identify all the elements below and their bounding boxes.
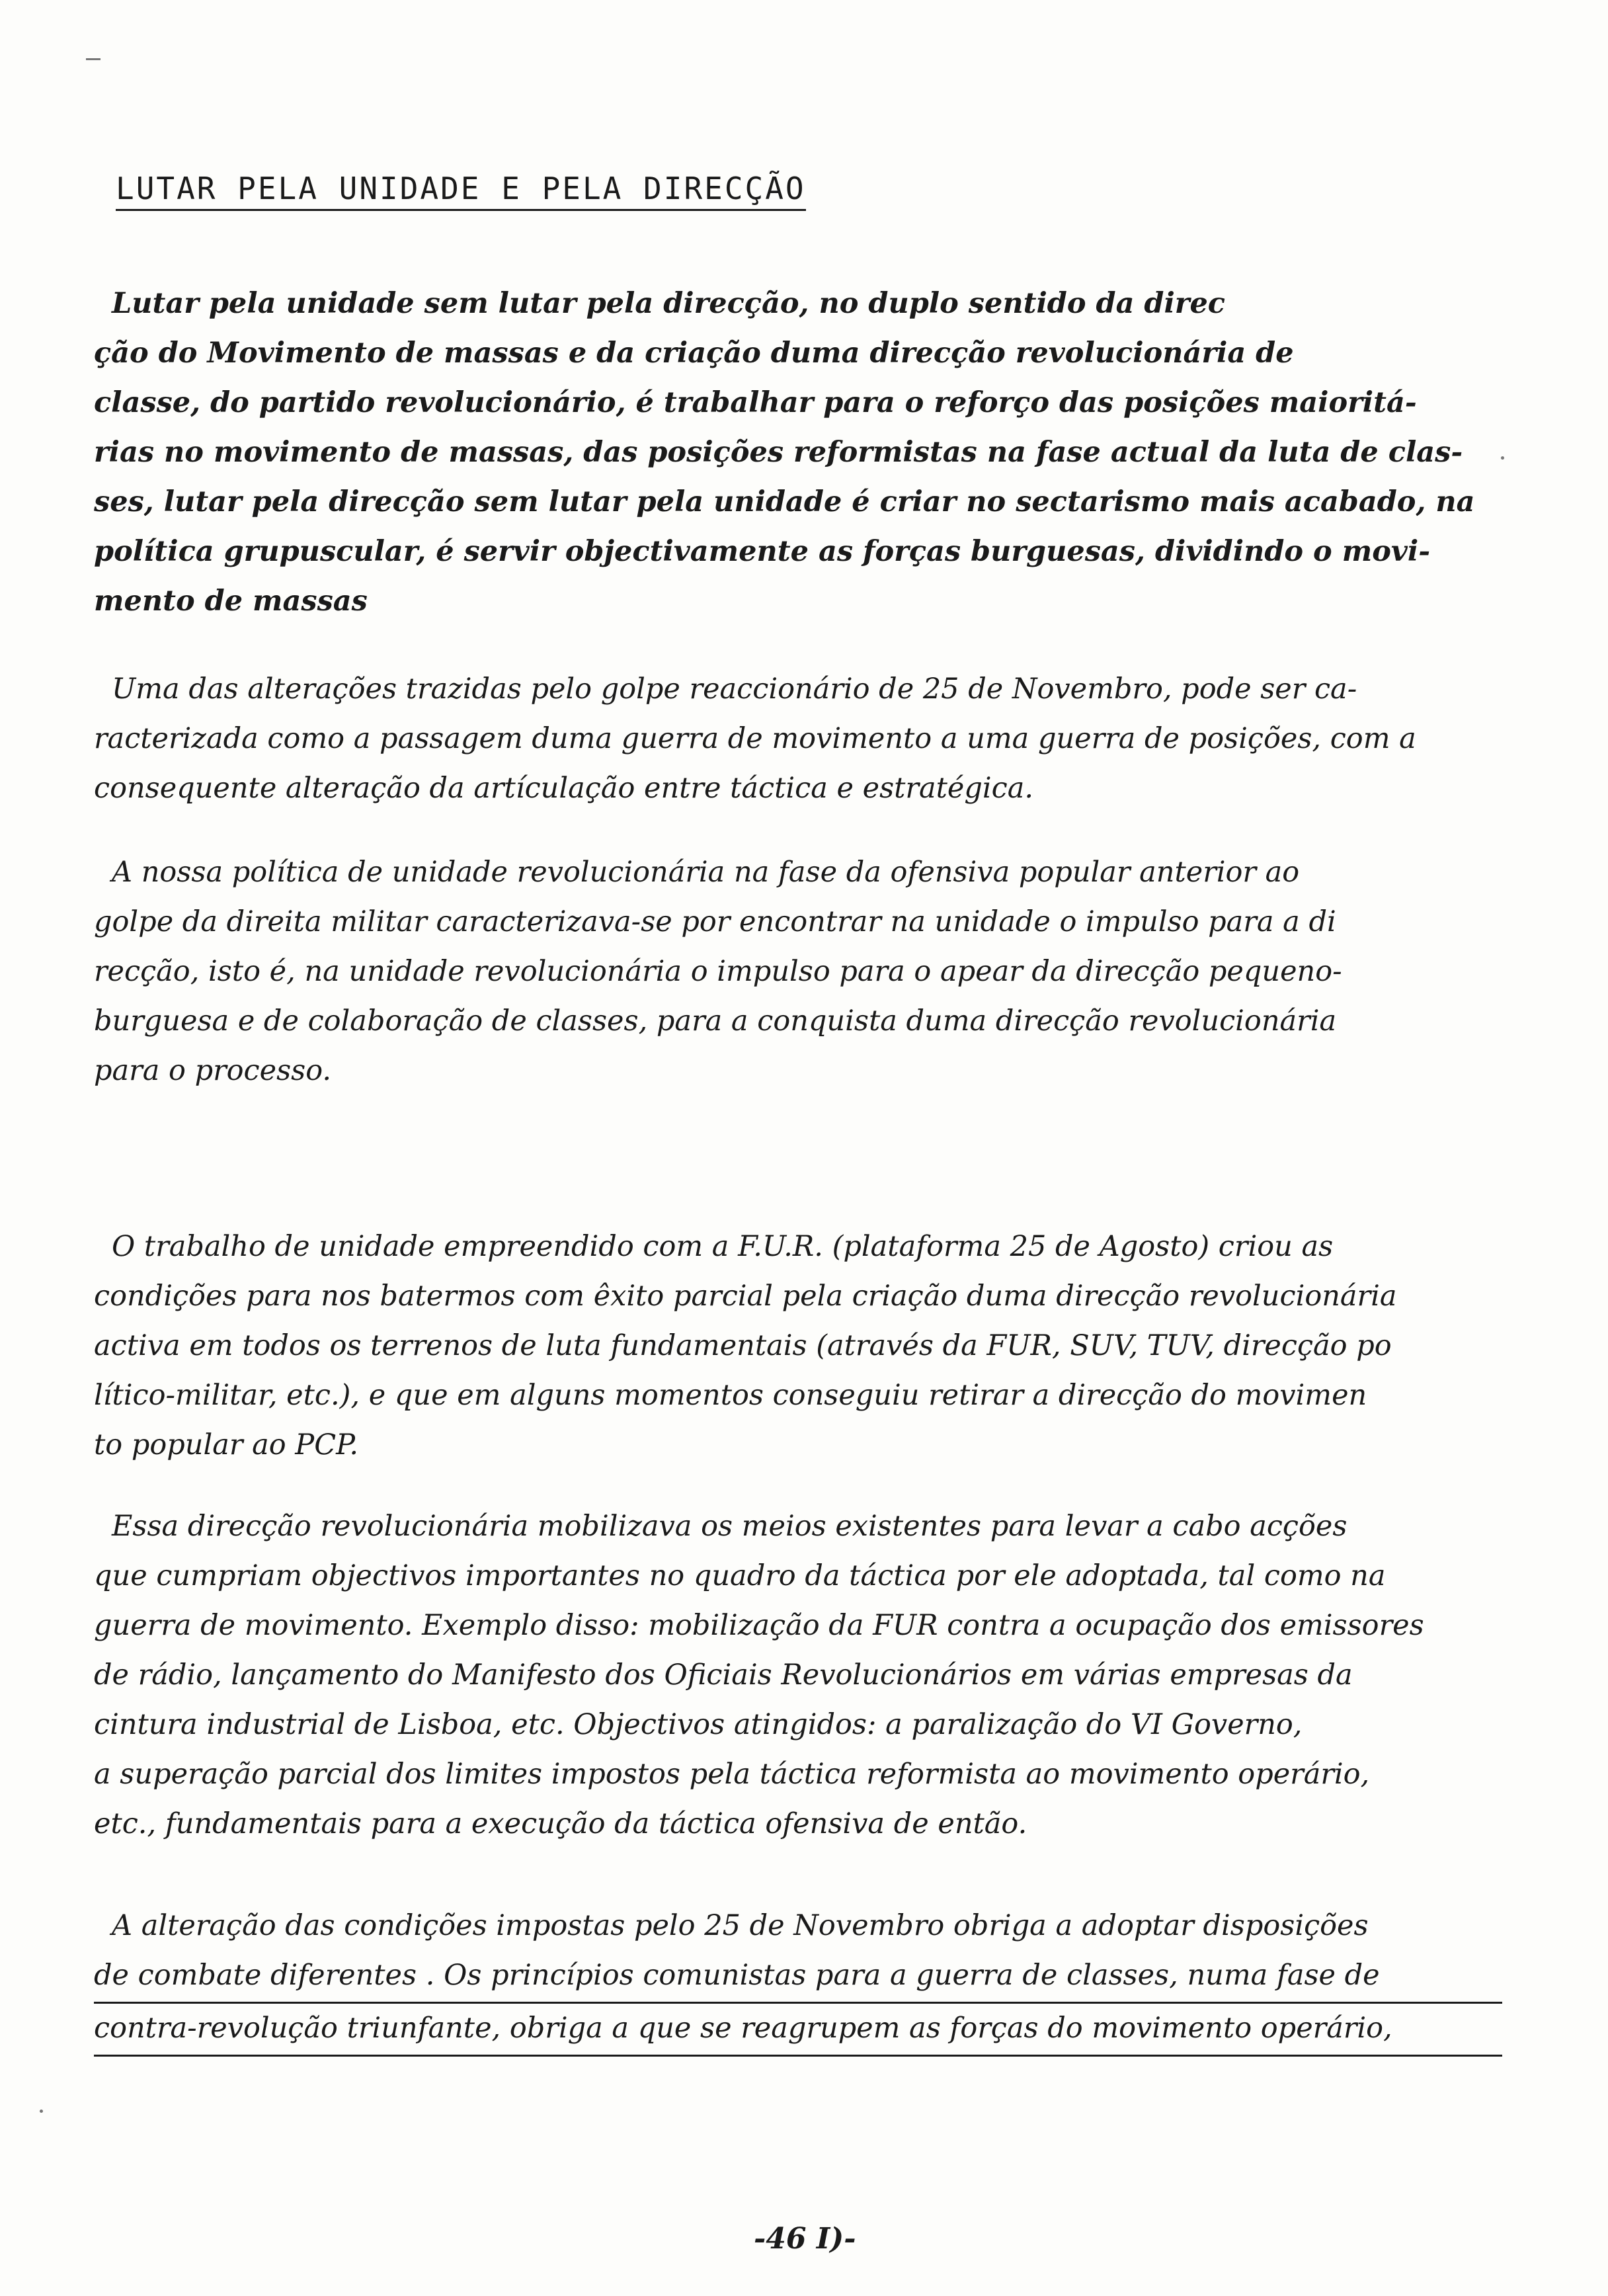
paragraph-line: política grupuscular, é servir objectivamente as forças burguesas, dividindo o movi- (94, 535, 1431, 568)
paragraph-line: que cumpriam objectivos importantes no quadro da táctica por ele adoptada, tal como na (94, 1559, 1386, 1592)
paragraph-line: recção, isto é, na unidade revolucionária o impulso para o apear da direcção pequeno- (94, 955, 1342, 988)
paragraph-line: lítico-militar, etc.), e que em alguns momentos conseguiu retirar a direcção do movimen (94, 1379, 1367, 1412)
paragraph-line: mento de massas (94, 585, 368, 618)
paragraph-line: A alteração das condições impostas pelo 25 de Novembro obriga a adoptar disposições (112, 1909, 1369, 1942)
document-title: LUTAR PELA UNIDADE E PELA DIRECÇÃO (116, 171, 806, 211)
paragraph-line: Lutar pela unidade sem lutar pela direcção, no duplo sentido da direc (112, 287, 1225, 320)
paragraph-6 (94, 1901, 1502, 2057)
paragraph-line: A nossa política de unidade revolucionária na fase da ofensiva popular anterior ao (112, 856, 1300, 889)
paragraph-line: contra-revolução triunfante, obriga a que se reagrupem as forças do movimento operário, (94, 2004, 1502, 2057)
paragraph-line: to popular ao PCP. (94, 1428, 358, 1461)
paragraph-line: classe, do partido revolucionário, é trabalhar para o reforço das posições maioritá- (94, 386, 1417, 419)
paragraph-line: de combate diferentes . Os princípios comunistas para a guerra de classes, numa fase de (94, 1951, 1502, 2004)
paragraph-line: ses, lutar pela direcção sem lutar pela unidade é criar no sectarismo mais acabado, na (94, 485, 1475, 518)
paragraph-line: a superação parcial dos limites impostos pela táctica reformista ao movimento operário, (94, 1758, 1370, 1791)
scan-speck (40, 2110, 43, 2113)
paragraph-4 (94, 1222, 1502, 1470)
paragraph-line: cintura industrial de Lisboa, etc. Objectivos atingidos: a paralização do VI Governo, (94, 1708, 1303, 1741)
scan-speck (86, 58, 100, 60)
paragraph-5 (94, 1502, 1502, 1849)
paragraph-line: de rádio, lançamento do Manifesto dos Oficiais Revolucionários em várias empresas da (94, 1659, 1353, 1692)
paragraph-3 (94, 848, 1502, 1096)
paragraph-line: Uma das alterações trazidas pelo golpe reaccionário de 25 de Novembro, pode ser ca- (112, 673, 1357, 706)
paragraph-line: O trabalho de unidade empreendido com a F.U.R. (plataforma 25 de Agosto) criou as (112, 1230, 1334, 1263)
paragraph-line: para o processo. (94, 1054, 332, 1087)
paragraph-line: Essa direcção revolucionária mobilizava os meios existentes para levar a cabo acções (112, 1510, 1347, 1543)
paragraph-1 (94, 279, 1502, 626)
paragraph-line: ção do Movimento de massas e da criação duma direcção revolucionária de (94, 337, 1294, 370)
paragraph-line: racterizada como a passagem duma guerra de movimento a uma guerra de posições, com a (94, 722, 1416, 755)
paragraph-line: activa em todos os terrenos de luta fundamentais (através da FUR, SUV, TUV, direcção po (94, 1329, 1392, 1362)
paragraph-line: burguesa e de colaboração de classes, para a conquista duma direcção revolucionária (94, 1004, 1337, 1038)
paragraph-line: rias no movimento de massas, das posições reformistas na fase actual da luta de clas- (94, 436, 1463, 469)
paragraph-2 (94, 665, 1502, 813)
paragraph-line: golpe da direita militar caracterizava-se por encontrar na unidade o impulso para a di (94, 905, 1336, 938)
page-number: -46 I)- (754, 2222, 856, 2256)
paragraph-line: consequente alteração da artículação entre táctica e estratégica. (94, 772, 1034, 805)
paragraph-line: condições para nos batermos com êxito parcial pela criação duma direcção revolucionária (94, 1280, 1397, 1313)
paragraph-line: etc., fundamentais para a execução da táctica ofensiva de então. (94, 1807, 1027, 1840)
paragraph-line: guerra de movimento. Exemplo disso: mobilização da FUR contra a ocupação dos emissores (94, 1609, 1424, 1642)
